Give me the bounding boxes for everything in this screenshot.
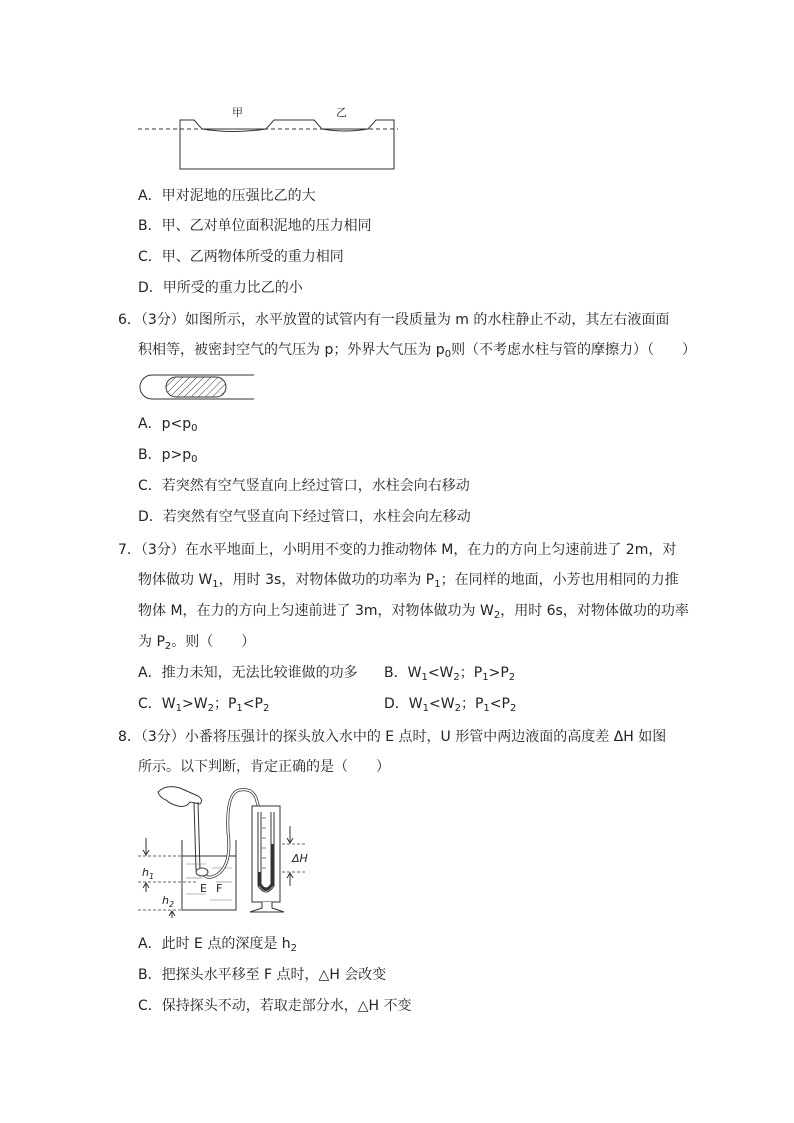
q7-stem-line3: 物体 M，在力的方向上匀速前进了 3m，对物体做功为 $W_2$，用时 6s，对物体做功的功率: [138, 603, 689, 621]
q5-option-d[interactable]: D．甲所受的重力比乙的小: [138, 280, 303, 296]
q6-option-d[interactable]: D．若突然有空气竖直向下经过管口，水柱会向左移动: [138, 509, 471, 525]
label-jia: 甲: [232, 106, 243, 119]
label-point-e: E: [200, 882, 207, 895]
q7-option-b[interactable]: B．$W_1<W_2$；$P_1>P_2$: [384, 665, 516, 683]
label-h2: $h_2$: [162, 894, 175, 909]
h1-arrow-bottom: [143, 883, 149, 892]
stand: [250, 902, 284, 912]
q7-option-d[interactable]: D．$W_1<W_2$；$P_1<P_2$: [384, 696, 517, 714]
q5-option-c[interactable]: C．甲、乙两物体所受的重力相同: [138, 249, 344, 265]
probe-rod-left: [194, 802, 196, 870]
q7-option-a[interactable]: A．推力未知，无法比较谁做的功多: [138, 665, 358, 681]
mud-ground-outline: [180, 120, 394, 169]
q8-option-b[interactable]: B．把探头水平移至 F 点时，△H 会改变: [138, 967, 387, 983]
q8-stem-line2: 所示。以下判断，肯定正确的是（ ）: [138, 759, 390, 775]
label-h1: $h_1$: [142, 866, 155, 881]
q5-figure: [136, 100, 400, 174]
label-delta-h: ΔH: [292, 852, 308, 865]
hand: [158, 787, 202, 807]
q7-option-c[interactable]: C．$W_1>W_2$；$P_1<P_2$: [138, 696, 270, 714]
q6-option-b[interactable]: B．$p>p_0$: [138, 447, 198, 465]
probe-head: [196, 868, 208, 876]
delta-h-arrow-top: [287, 826, 293, 843]
q8-option-c[interactable]: C．保持探头不动，若取走部分水，△H 不变: [138, 998, 412, 1014]
q8-option-a[interactable]: A．此时 E 点的深度是 $h_2$: [138, 936, 298, 954]
probe-rod-right: [198, 802, 200, 870]
water-column: [166, 377, 226, 397]
q5-option-b[interactable]: B．甲、乙对单位面积泥地的压力相同: [138, 218, 372, 234]
label-yi: 乙: [336, 106, 347, 119]
q7-stem-line1: 7．（3分）在水平地面上，小明用不变的力推动物体 M，在力的方向上匀速前进了 2m，对: [118, 542, 677, 558]
delta-h-arrow-bottom: [287, 873, 293, 886]
h1-arrow-top: [143, 838, 149, 855]
q6-option-c[interactable]: C．若突然有空气竖直向上经过管口，水柱会向右移动: [138, 478, 470, 494]
q6-stem-line1: 6．（3分）如图所示，水平放置的试管内有一段质量为 m 的水柱静止不动，其左右液面面: [118, 312, 670, 328]
u-tube-liquid-left: [258, 872, 261, 886]
q8-stem-line1: 8．（3分）小番将压强计的探头放入水中的 E 点时，U 形管中两边液面的高度差 ΔH 如图: [118, 729, 667, 745]
label-point-f: F: [216, 882, 223, 895]
q8-pressure-gauge-figure: [136, 782, 326, 918]
q6-option-a[interactable]: A．$p<p_0$: [138, 416, 198, 434]
q7-stem-line2: 物体做功 $W_1$，用时 3s，对物体做功的功率为 $P_1$；在同样的地面，小芳也用相同的力推: [138, 572, 679, 590]
q7-stem-line4: 为 $P_2$。则（ ）: [138, 634, 256, 652]
u-tube-liquid-right: [271, 844, 274, 886]
q6-test-tube-figure: [138, 372, 258, 402]
q5-option-a[interactable]: A．甲对泥地的压强比乙的大: [138, 188, 316, 204]
q6-stem-line2: 积相等，被密封空气的气压为 p；外界大气压为 $p_0$则（不考虑水柱与管的摩擦力）（ ）: [138, 342, 697, 360]
h2-arrow-bottom: [169, 911, 175, 918]
